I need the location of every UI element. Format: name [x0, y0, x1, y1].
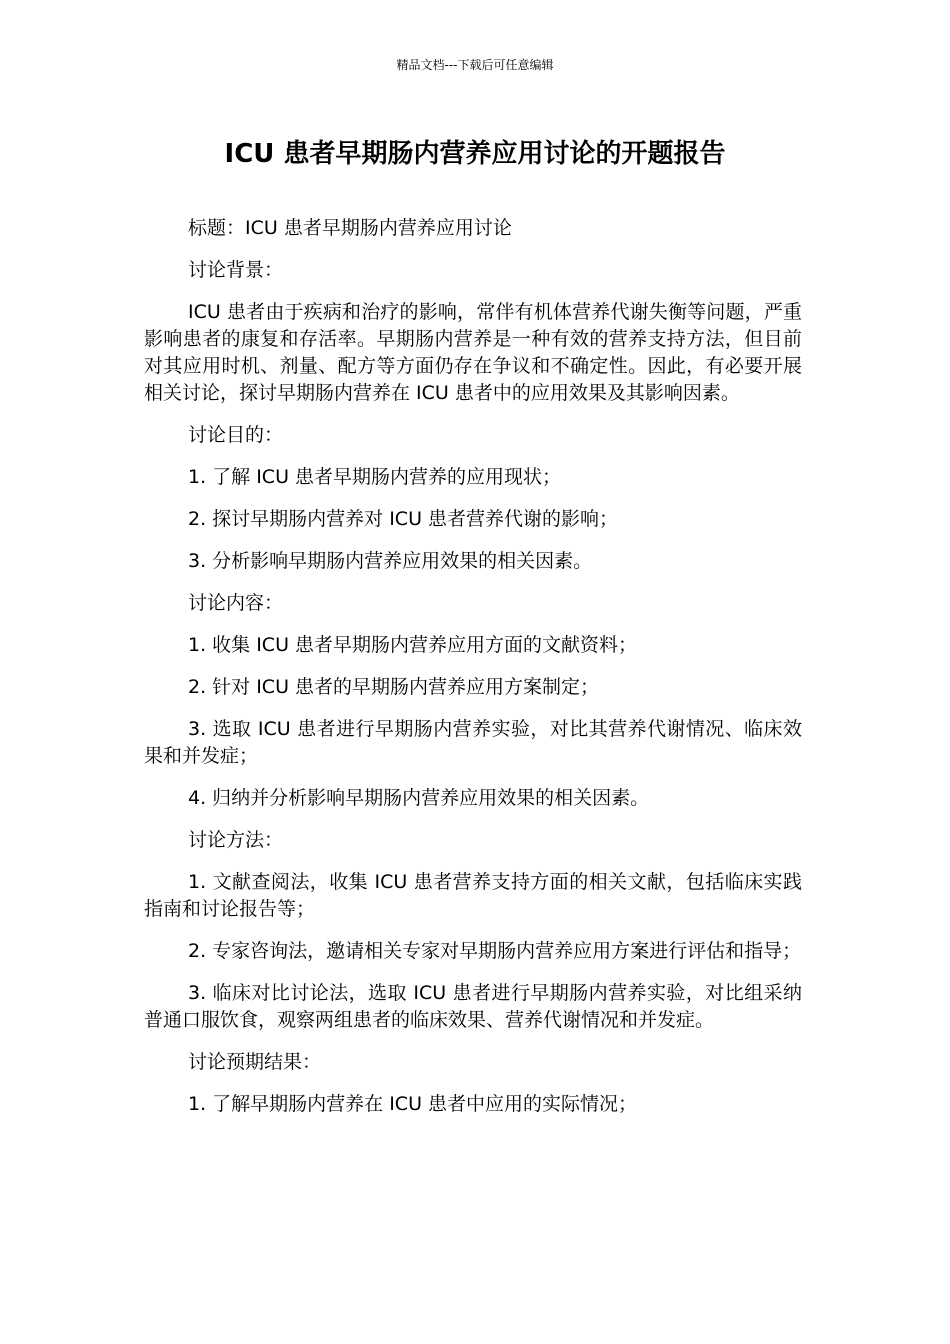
paragraph-background: ICU 患者由于疾病和治疗的影响，常伴有机体营养代谢失衡等问题，严重影响患者的康复和存活率。早期肠内营养是一种有效的营养支持方法，但目前对其应用时机、剂量、配方等方面仍存在争议和不确定性。因此，有必要开展相关讨论，探讨早期肠内营养在 ICU 患者中的应用效果及其影响因素。 [144, 301, 802, 404]
list-item: 3. 临床对比讨论法，选取 ICU 患者进行早期肠内营养实验，对比组采纳普通口服饮食，观察两组患者的临床效果、营养代谢情况和并发症。 [144, 982, 802, 1031]
heading-background: 讨论背景： [188, 259, 284, 281]
header-note: 精品文档---下载后可任意编辑 [396, 58, 554, 72]
document-body [144, 215, 802, 1133]
list-item: 1. 了解早期肠内营养在 ICU 患者中应用的实际情况； [188, 1093, 638, 1115]
heading-methods: 讨论方法： [188, 829, 284, 851]
document-title: ICU 患者早期肠内营养应用讨论的开题报告 [224, 139, 726, 169]
list-item: 3. 选取 ICU 患者进行早期肠内营养实验，对比其营养代谢情况、临床效果和并发症； [144, 718, 802, 767]
heading-content: 讨论内容： [188, 592, 284, 614]
list-item: 4. 归纳并分析影响早期肠内营养应用效果的相关因素。 [188, 787, 650, 809]
list-item: 2. 探讨早期肠内营养对 ICU 患者营养代谢的影响； [188, 508, 619, 530]
heading-purpose: 讨论目的： [188, 424, 284, 446]
list-item: 1. 收集 ICU 患者早期肠内营养应用方面的文献资料； [188, 634, 638, 656]
list-item: 2. 针对 ICU 患者的早期肠内营养应用方案制定； [188, 676, 600, 698]
paragraph-subject: 标题：ICU 患者早期肠内营养应用讨论 [188, 217, 512, 239]
list-item: 1. 文献查阅法，收集 ICU 患者营养支持方面的相关文献，包括临床实践指南和讨论报告等； [144, 871, 802, 920]
list-item: 2. 专家咨询法，邀请相关专家对早期肠内营养应用方案进行评估和指导； [188, 940, 802, 962]
list-item: 1. 了解 ICU 患者早期肠内营养的应用现状； [188, 466, 562, 488]
list-item: 3. 分析影响早期肠内营养应用效果的相关因素。 [188, 550, 593, 572]
heading-expected-results: 讨论预期结果： [188, 1051, 322, 1073]
